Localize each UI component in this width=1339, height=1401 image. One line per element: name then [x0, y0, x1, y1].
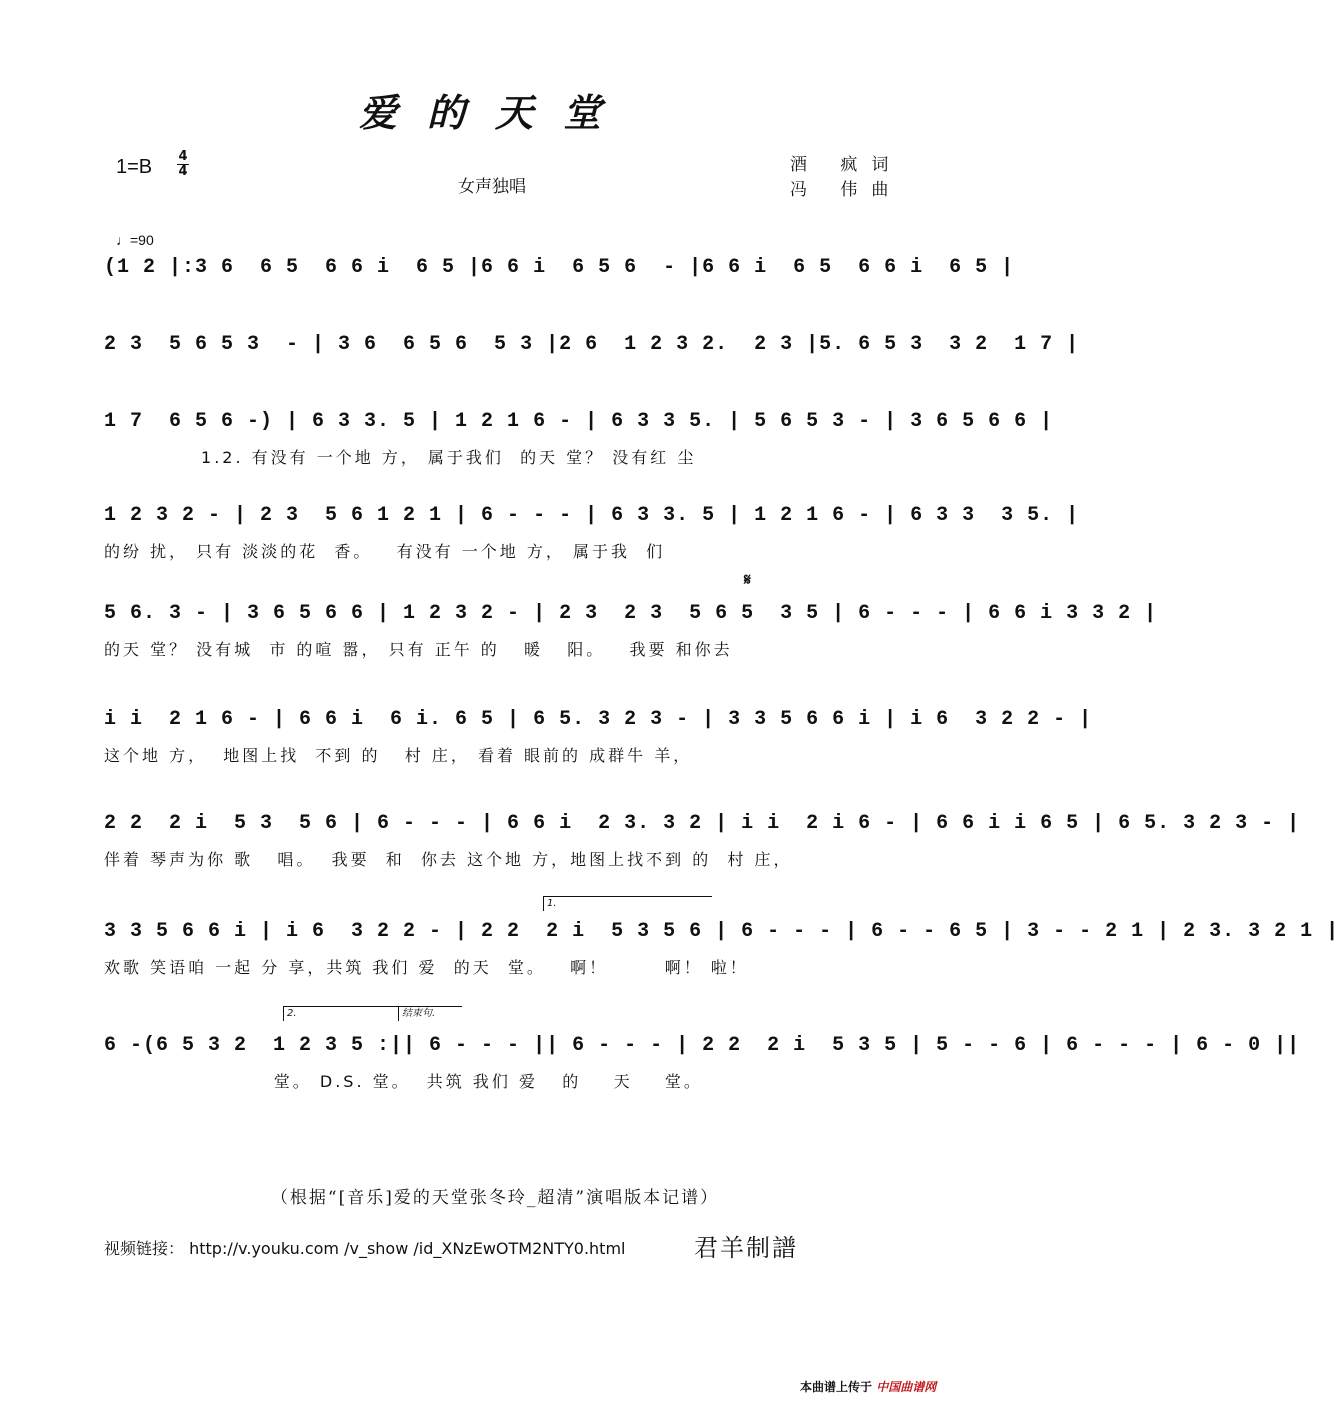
staff-line-5 [104, 594, 1158, 686]
time-denominator: 4 [178, 164, 188, 179]
notes-line-9: 6 -(6 5 3 2 1 2 3 5 :|| 6 - - - || 6 - - - | 2 2 2 i 5 3 5 | 5 - - 6 | 6 - - - | 6 - 0 || [104, 1034, 1301, 1057]
volta-2-bracket: 2. [283, 1006, 399, 1021]
page-title: 爱的天堂 [358, 90, 631, 135]
volta-1-bracket: 1. [543, 896, 712, 911]
lyrics-line-5: 的天 堂？ 没有城 市 的喧 嚣， 只有 正午 的 暖 阳。 我要 和你去 [104, 640, 733, 659]
notes-line-1: (1 2 |:3 6 6 5 6 6 i 6 5 |6 6 i 6 5 6 - |6 6 i 6 5 6 6 i 6 5 | [104, 256, 1015, 279]
key-signature: 1=B [116, 156, 153, 178]
composer: 冯 伟曲 [790, 180, 903, 200]
notes-line-5: 5 6. 3 - | 3 6 5 6 6 | 1 2 3 2 - | 2 3 2 3 5 6 5 3 5 | 6 - - - | 6 6 i 3 3 2 | [104, 602, 1158, 625]
lyrics-line-8: 欢歌 笑语咱 一起 分 享，共筑 我们 爱 的天 堂。 啊！ 啊！ 啦！ [104, 958, 749, 977]
staff-line-8 [104, 912, 1339, 1004]
performance-style: 女声独唱 [458, 177, 526, 197]
notes-line-6: i i 2 1 6 - | 6 6 i 6 i. 6 5 | 6 5. 3 2 3 - | 3 3 5 6 6 i | i 6 3 2 2 - | [104, 708, 1093, 731]
staff-line-4 [104, 496, 1080, 588]
lyrics-line-4: 的纷 扰， 只有 淡淡的花 香。 有没有 一个地 方， 属于我 们 [104, 542, 666, 561]
notes-line-4: 1 2 3 2 - | 2 3 5 6 1 2 1 | 6 - - - | 6 3 3. 5 | 1 2 1 6 - | 6 3 3 3 5. | [104, 504, 1080, 527]
staff-line-9 [104, 1026, 1301, 1118]
video-link-row [104, 1236, 625, 1259]
video-link-url[interactable]: http://v.youku.com /v_show /id_XNzEwOTM2NTY0.html [189, 1239, 626, 1258]
staff-line-7 [104, 804, 1301, 896]
segno-mark: 𝄋 [744, 570, 751, 589]
ending-bracket: 结束句. [398, 1006, 462, 1021]
time-numerator: 4 [178, 149, 188, 164]
tempo-mark: ♩=90 [116, 232, 154, 248]
notes-line-7: 2 2 2 i 5 3 5 6 | 6 - - - | 6 6 i 2 3. 3 2 | i i 2 i 6 - | 6 6 i i 6 5 | 6 5. 3 2 3 - | [104, 812, 1301, 835]
notes-line-3: 1 7 6 5 6 -) | 6 3 3. 5 | 1 2 1 6 - | 6 3 3 5. | 5 6 5 3 - | 3 6 5 6 6 | [104, 410, 1054, 433]
lyrics-line-9: 堂。 D.S. 堂。 共筑 我们 爱 的 天 堂。 [104, 1072, 703, 1091]
video-link-label: 视频链接： [104, 1239, 185, 1258]
staff-line-3 [104, 402, 1054, 494]
upload-credit [800, 1378, 936, 1395]
transcription-source: （根据“[音乐]爱的天堂张冬玲_超清”演唱版本记谱） [270, 1188, 720, 1208]
site-logo[interactable]: 中国曲谱网 [876, 1380, 937, 1394]
upload-prefix: 本曲谱上传于 [800, 1380, 873, 1394]
transcriber-signature: 君羊制譜 [694, 1234, 798, 1262]
lyrics-line-6: 这个地 方， 地图上找 不到 的 村 庄， 看着 眼前的 成群牛 羊， [104, 746, 693, 765]
notes-line-2: 2 3 5 6 5 3 - | 3 6 6 5 6 5 3 |2 6 1 2 3 2. 2 3 |5. 6 5 3 3 2 1 7 | [104, 333, 1080, 356]
staff-line-6 [104, 700, 1093, 792]
lyrics-line-7: 伴着 琴声为你 歌 唱。 我要 和 你去 这个地 方，地图上找不到 的 村 庄， [104, 850, 793, 869]
time-signature [177, 150, 189, 179]
lyricist: 酒 疯词 [790, 155, 903, 175]
lyrics-line-3: 1.2. 有没有 一个地 方， 属于我们 的天 堂？ 没有红 尘 [104, 448, 697, 467]
notes-line-8: 3 3 5 6 6 i | i 6 3 2 2 - | 2 2 2 i 5 3 5 6 | 6 - - - | 6 - - 6 5 | 3 - - 2 1 | 2 3. 3 2 1 | [104, 920, 1339, 943]
